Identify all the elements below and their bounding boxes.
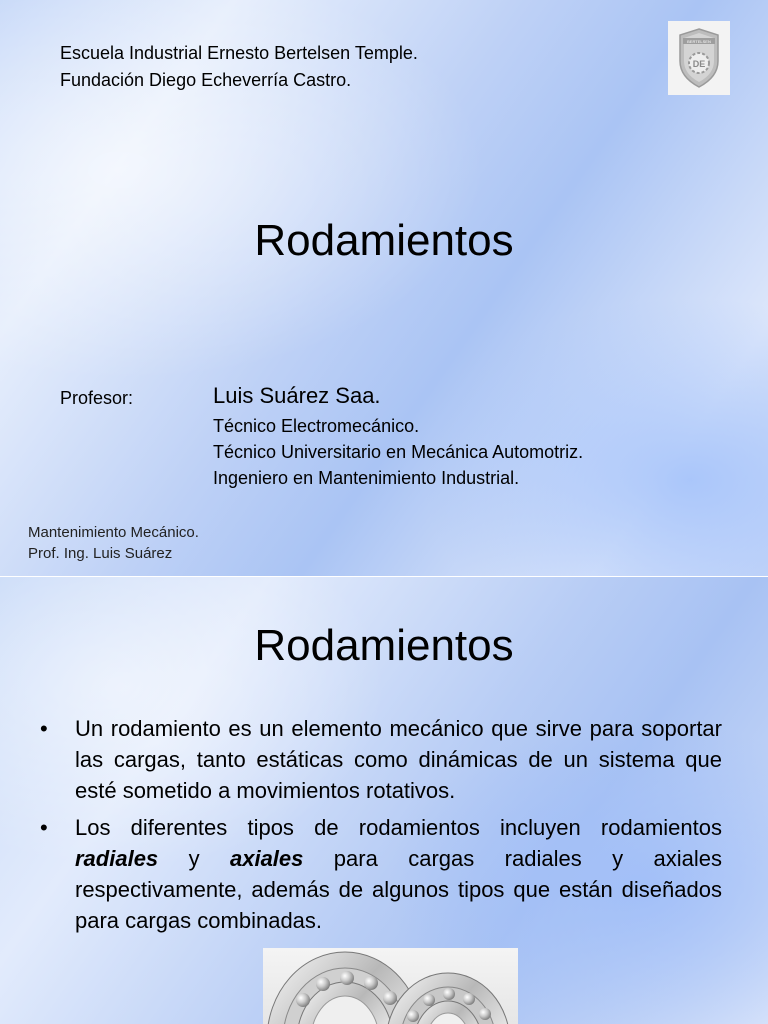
credential-line: Ingeniero en Mantenimiento Industrial. bbox=[213, 468, 520, 488]
credential-line: Técnico Electromecánico. bbox=[213, 416, 420, 436]
slide-title: Rodamientos bbox=[254, 216, 514, 265]
logo-banner: BERTELSEN bbox=[687, 39, 711, 44]
bullet-icon: • bbox=[40, 815, 48, 840]
bullet-text-part: Los diferentes tipos de rodamientos incluyen rodamientos bbox=[75, 815, 722, 840]
content-slide bbox=[0, 577, 768, 1024]
bearing-image bbox=[263, 948, 518, 1024]
school-line-1: Escuela Industrial Ernesto Bertelsen Temple. bbox=[60, 43, 418, 63]
footer-line-2: Prof. Ing. Luis Suárez bbox=[28, 545, 173, 562]
slide-footer bbox=[28, 522, 199, 564]
professor-label: Profesor: bbox=[60, 388, 134, 408]
school-logo bbox=[668, 21, 730, 95]
bullet-icon: • bbox=[40, 716, 48, 741]
professor-name: Luis Suárez Saa. bbox=[213, 383, 381, 408]
school-name bbox=[60, 40, 418, 94]
bullet-text-part: y bbox=[158, 846, 230, 871]
bullet-item bbox=[40, 713, 722, 806]
logo-text: DE bbox=[692, 59, 706, 69]
bullet-text-part: para cargas radiales y axiales respectivamente, además de algunos tipos que están diseñados para cargas combinadas. bbox=[75, 846, 722, 933]
school-line-2: Fundación Diego Echeverría Castro. bbox=[60, 70, 352, 90]
professor-credentials bbox=[213, 413, 583, 491]
bullet-text: Un rodamiento es un elemento mecánico que sirve para soportar las cargas, tanto estáticas como dinámicas de un sistema que esté sometido a movimientos rotativos. bbox=[75, 716, 722, 803]
bullet-list bbox=[40, 713, 722, 942]
footer-line-1: Mantenimiento Mecánico. bbox=[28, 524, 199, 541]
credential-line: Técnico Universitario en Mecánica Automotriz. bbox=[213, 442, 584, 462]
slide-title: Rodamientos bbox=[254, 621, 514, 670]
bullet-item bbox=[40, 812, 722, 936]
bold-term-radiales: radiales bbox=[75, 846, 159, 871]
bold-term-axiales: axiales bbox=[229, 846, 304, 871]
